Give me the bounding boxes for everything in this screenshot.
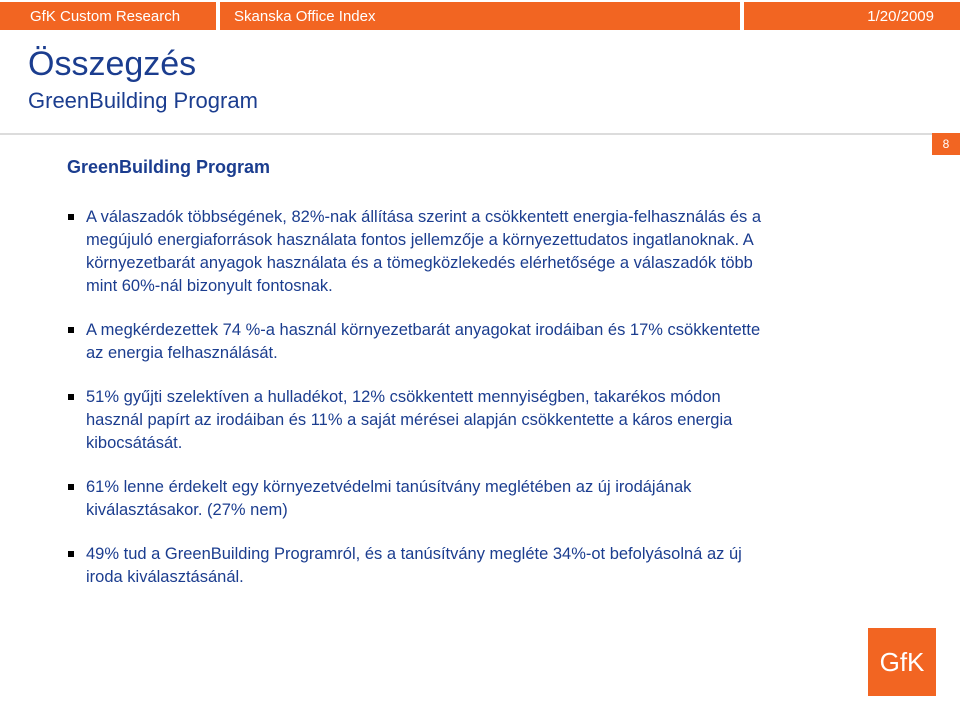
bullet-item <box>66 386 766 455</box>
bullet-item <box>66 476 766 522</box>
bullet-marker-icon <box>68 484 74 490</box>
bullet-list <box>66 206 766 610</box>
bullet-marker-icon <box>68 214 74 220</box>
header-bar <box>0 0 960 32</box>
bullet-text: A megkérdezettek 74 %-a használ környezetbarát anyagokat irodáiban és 17% csökkentette az energia felhasználását. <box>86 321 761 362</box>
page-number: 8 <box>932 133 960 155</box>
section-heading: GreenBuilding Program <box>67 157 271 177</box>
slide-subtitle: GreenBuilding Program <box>28 88 258 113</box>
bullet-item <box>66 319 766 365</box>
bullet-text: 49% tud a GreenBuilding Programról, és a tanúsítvány megléte 34%-ot befolyásolná az új iroda kiválasztásánál. <box>86 545 742 586</box>
bullet-text: A válaszadók többségének, 82%-nak állítása szerint a csökkentett energia-felhasználás és a megújuló energiaforrások használata fontos jellemzője a környezettudatos ingatlanoknak. A környezetbarát anyagok használata és a tömegközlekedés elérhetősége a válaszadók több mint 60%-nál bizonyult fontosnak. <box>86 208 762 295</box>
bullet-marker-icon <box>68 327 74 333</box>
bullet-text: 51% gyűjti szelektíven a hulladékot, 12% csökkentett mennyiségben, takarékos módon használ papírt az irodáiban és 11% a saját mérései alapján csökkentette a káros energia kibocsátását. <box>86 388 733 452</box>
bullet-text: 61% lenne érdekelt egy környezetvédelmi tanúsítvány meglétében az új irodájának kiválasztásakor. (27% nem) <box>86 478 692 519</box>
bullet-marker-icon <box>68 394 74 400</box>
slide-title: Összegzés <box>28 45 197 83</box>
bullet-item <box>66 206 766 298</box>
bullet-marker-icon <box>68 551 74 557</box>
bullet-item <box>66 543 766 589</box>
header-date: 1/20/2009 <box>744 2 960 30</box>
gfk-logo: GfK <box>868 628 936 696</box>
header-company: GfK Custom Research <box>0 2 216 30</box>
divider <box>0 133 960 135</box>
header-report-title: Skanska Office Index <box>220 2 740 30</box>
